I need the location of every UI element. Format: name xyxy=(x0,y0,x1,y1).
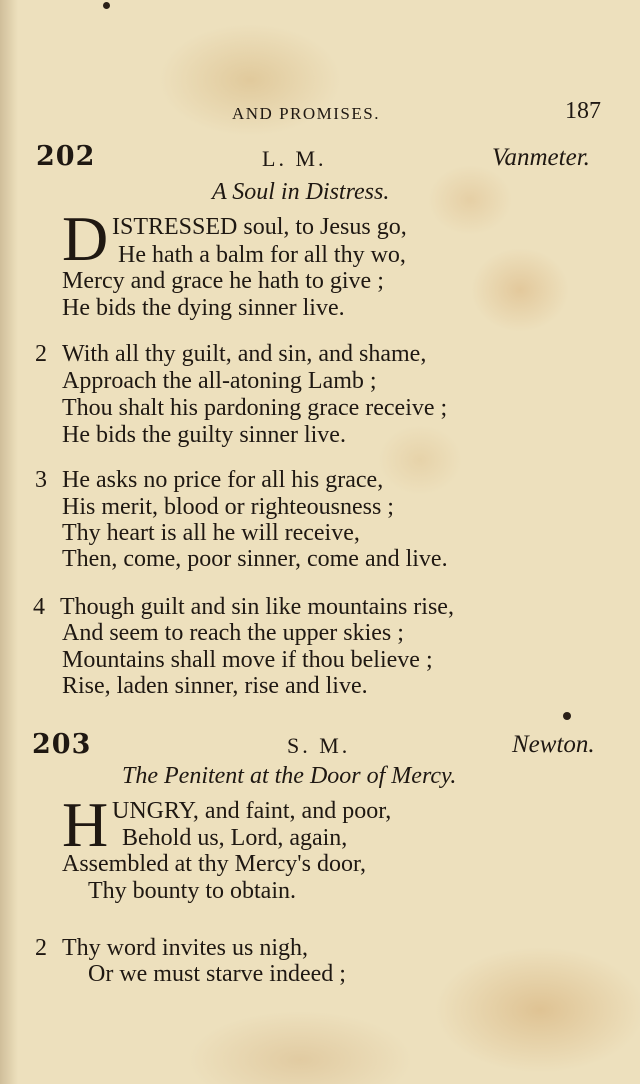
hymn-line: He asks no price for all his grace, xyxy=(62,467,384,493)
hymn-line: He bids the dying sinner live. xyxy=(62,295,345,321)
page-edge-shadow xyxy=(0,0,18,1084)
hymn-title: A Soul in Distress. xyxy=(212,179,390,205)
hymn-meter: L. M. xyxy=(262,146,327,171)
verse-number: 2 xyxy=(35,935,47,961)
hymn-line: Thy word invites us nigh, xyxy=(62,935,308,961)
hymn-line: Though guilt and sin like mountains rise, xyxy=(60,594,454,620)
hymn-line: Assembled at thy Mercy's door, xyxy=(62,851,366,877)
verse-number: 4 xyxy=(33,594,45,620)
tune-name: Vanmeter. xyxy=(492,144,590,171)
verse-number: 3 xyxy=(35,467,47,493)
hymn-line: Thy heart is all he will receive, xyxy=(62,520,360,546)
tune-name: Newton. xyxy=(512,731,595,758)
hymn-line: Mercy and grace he hath to give ; xyxy=(62,268,384,294)
running-header: AND PROMISES. xyxy=(232,104,380,123)
hymn-line: Mountains shall move if thou believe ; xyxy=(62,647,433,673)
hymn-line: And seem to reach the upper skies ; xyxy=(62,620,404,646)
hymn-line: Or we must starve indeed ; xyxy=(88,961,346,987)
drop-cap: D xyxy=(62,203,109,274)
hymn-line: With all thy guilt, and sin, and shame, xyxy=(62,341,427,367)
drop-cap: H xyxy=(62,789,109,860)
hymn-line: His merit, blood or righteousness ; xyxy=(62,494,394,520)
hymn-line: Rise, laden sinner, rise and live. xyxy=(62,673,368,699)
hymn-line: Thy bounty to obtain. xyxy=(88,878,296,904)
hymn-line: ISTRESSED soul, to Jesus go, xyxy=(112,214,407,240)
hymn-number: 203 xyxy=(32,729,92,760)
verse-number: 2 xyxy=(35,341,47,367)
hymn-line: Behold us, Lord, again, xyxy=(122,825,348,851)
hymn-line: UNGRY, and faint, and poor, xyxy=(112,798,392,824)
hymn-number: 202 xyxy=(36,141,96,172)
hymn-line: Approach the all-atoning Lamb ; xyxy=(62,368,377,394)
ink-spot xyxy=(563,712,571,720)
hymn-meter: S. M. xyxy=(287,733,351,758)
hymn-title: The Penitent at the Door of Mercy. xyxy=(122,763,457,789)
hymn-line: He bids the guilty sinner live. xyxy=(62,422,346,448)
hymn-line: Thou shalt his pardoning grace receive ; xyxy=(62,395,448,421)
page-number: 187 xyxy=(565,98,601,124)
ink-spot xyxy=(103,2,110,9)
hymn-line: Then, come, poor sinner, come and live. xyxy=(62,546,448,572)
hymn-line: He hath a balm for all thy wo, xyxy=(118,242,406,268)
